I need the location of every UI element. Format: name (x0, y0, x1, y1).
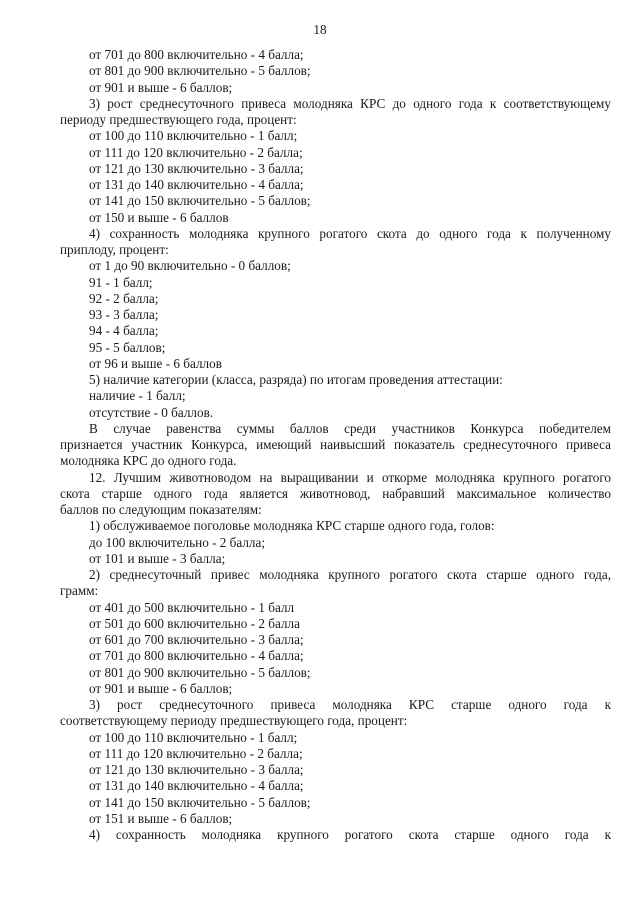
text-line: от 131 до 140 включительно - 4 балла; (89, 778, 304, 794)
text-line: 4) сохранность молодняка крупного рогатого скота старше одного года к (89, 827, 611, 842)
page-number: 18 (313, 22, 327, 37)
text-line: от 101 и выше - 3 балла; (89, 550, 226, 566)
text-line: скота старше одного года является животновод, набравший максимальное количество (60, 485, 611, 501)
text-line: от 601 до 700 включительно - 3 балла; (89, 632, 304, 647)
text-line: 94 - 4 балла; (89, 323, 159, 339)
text-line: от 501 до 600 включительно - 2 балла (89, 615, 300, 631)
text-line: В случае равенства суммы баллов среди участников Конкурса победителем (89, 420, 611, 436)
text-line: от 111 до 120 включительно - 2 балла; (89, 144, 303, 160)
text-line: от 100 до 110 включительно - 1 балл; (89, 128, 298, 144)
text-line: от 701 до 800 включительно - 4 балла; (89, 648, 304, 664)
text-line: от 100 до 110 включительно - 1 балл; (89, 729, 298, 745)
text-line: от 121 до 130 включительно - 3 балла; (89, 762, 304, 777)
text-line: от 901 и выше - 6 баллов; (89, 680, 233, 696)
text-line: признается участник Конкурса, имеющий наивысший показатель среднесуточного привеса (60, 437, 611, 452)
text-line: до 100 включительно - 2 балла; (89, 534, 266, 550)
text-line: 3) рост среднесуточного привеса молодняка КРС старше одного года к (89, 697, 611, 712)
text-line: от 141 до 150 включительно - 5 баллов; (89, 193, 311, 209)
text-line: от 1 до 90 включительно - 0 баллов; (89, 258, 291, 274)
text-line: от 401 до 500 включительно - 1 балл (89, 599, 295, 615)
text-line: 12. Лучшим животноводом на выращивании и откорме молодняка крупного рогатого (89, 469, 611, 485)
text-line: баллов по следующим показателям: (60, 502, 262, 517)
text-line: периоду предшествующего года, процент: (60, 112, 297, 127)
text-line: 95 - 5 баллов; (89, 339, 166, 355)
text-line: от 141 до 150 включительно - 5 баллов; (89, 794, 311, 810)
text-line: от 901 и выше - 6 баллов; (89, 79, 233, 95)
text-line: соответствующему периоду предшествующего года, процент: (60, 713, 408, 729)
text-line: от 111 до 120 включительно - 2 балла; (89, 745, 303, 761)
text-line: от 701 до 800 включительно - 4 балла; (89, 47, 304, 62)
text-line: молодняка КРС до одного года. (60, 453, 237, 469)
text-line: отсутствие - 0 баллов. (89, 404, 214, 420)
text-line: 91 - 1 балл; (89, 274, 153, 290)
text-line: от 150 и выше - 6 баллов (89, 209, 229, 225)
text-line: от 96 и выше - 6 баллов (89, 355, 222, 371)
text-line: 5) наличие категории (класса, разряда) по итогам проведения аттестации: (89, 372, 503, 387)
text-line: от 121 до 130 включительно - 3 балла; (89, 160, 304, 176)
text-line: от 131 до 140 включительно - 4 балла; (89, 177, 304, 192)
text-line: 2) среднесуточный привес молодняка крупного рогатого скота старше одного года, (89, 567, 611, 582)
text-line: 4) сохранность молодняка крупного рогатого скота до одного года к полученному (89, 225, 611, 241)
text-line: от 801 до 900 включительно - 5 баллов; (89, 664, 311, 680)
text-line: 93 - 3 балла; (89, 307, 159, 322)
text-line: 92 - 2 балла; (89, 290, 159, 306)
text-line: наличие - 1 балл; (89, 388, 186, 404)
text-line: от 151 и выше - 6 баллов; (89, 810, 233, 826)
document-body (60, 47, 611, 843)
text-line: 1) обслуживаемое поголовье молодняка КРС старше одного года, голов: (89, 518, 495, 534)
text-line: от 801 до 900 включительно - 5 баллов; (89, 63, 311, 79)
text-line: 3) рост среднесуточного привеса молодняка КРС до одного года к соответствующему (89, 95, 611, 111)
text-line: приплоду, процент: (60, 242, 169, 257)
text-line: грамм: (60, 583, 99, 599)
